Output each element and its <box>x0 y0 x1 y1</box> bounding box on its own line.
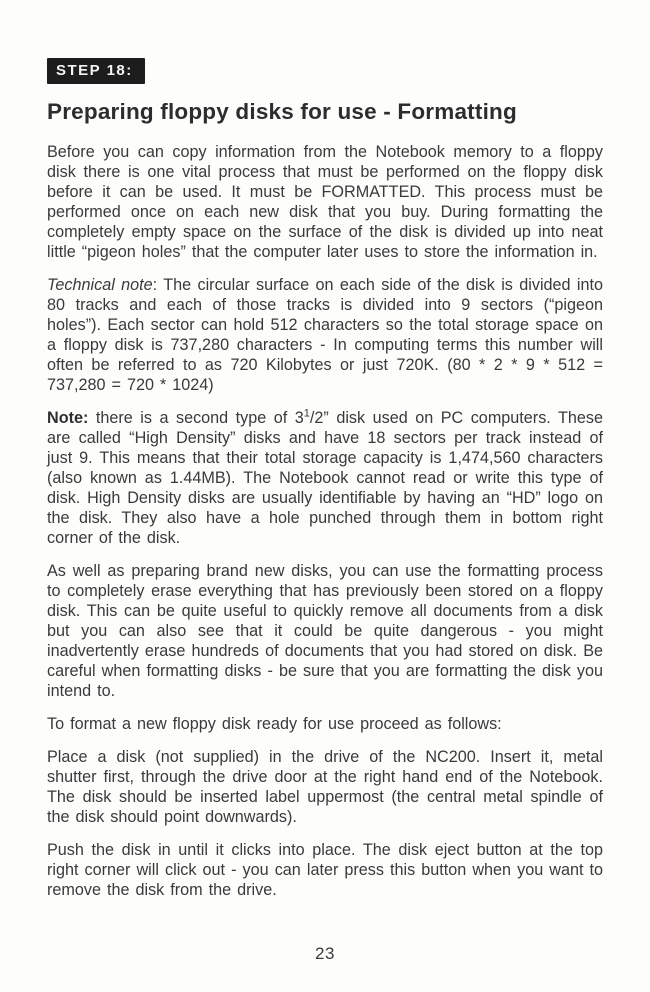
note-text-before-fraction: there is a second type of 3 <box>88 409 304 427</box>
technical-note-label: Technical note <box>47 276 153 294</box>
paragraph-format-intro: To format a new floppy disk ready for use proceed as follows: <box>47 715 502 733</box>
technical-note-body: : The circular surface on each side of the disk is divided into 80 tracks and each of those tracks is divided into 9 sectors (“pigeon holes”). Each sector can hold 512 characters so the total storage space on a floppy disk is 737,280 characters - In computing terms this number will often be referred to as 720 Kilobytes or just 720K. (80 * 2 * 9 * 512 = 737,280 = 720 * 1024) <box>47 276 604 394</box>
note-label: Note: <box>47 409 89 427</box>
step-badge: STEP 18: <box>47 58 145 84</box>
page-title: Preparing floppy disks for use - Formatting <box>47 99 517 124</box>
paragraph-technical-note <box>47 275 603 395</box>
note-text-after-fraction: /2” disk used on PC computers. These are called “High Density” disks and have 18 sectors per track instead of just 9. This means that their total storage capacity is 1,474,560 characters (also known as 1.44MB). The Notebook cannot read or write this type of disk. High Density disks are usually identifiable by having an “HD” logo on the disk. They also have a hole punched through them in bottom right corner of the disk. <box>47 409 603 547</box>
paragraph-push-disk: Push the disk in until it clicks into place. The disk eject button at the top right corner will click out - you can later press this button when you want to remove the disk from the drive. <box>47 841 603 899</box>
paragraph-insert-disk: Place a disk (not supplied) in the drive of the NC200. Insert it, metal shutter first, through the drive door at the right hand end of the Notebook. The disk should be inserted label uppermost (the central metal spindle of the disk should point downwards). <box>47 748 603 826</box>
paragraph-erase-warning: As well as preparing brand new disks, you can use the formatting process to completely erase everything that has previously been stored on a floppy disk. This can be quite useful to quickly remove all documents from a disk but you can also see that it could be quite dangerous - you might inadvertently erase hundreds of documents that you had stored on disk. Be careful when formatting disks - be sure that you are formatting the disk you intend to. <box>47 562 603 700</box>
paragraph-intro: Before you can copy information from the Notebook memory to a floppy disk there is one vital process that must be performed on the floppy disk before it can be used. It must be FORMATTED. This process must be performed once on each new disk that you buy. During formatting the completely empty space on the surface of the disk is divided up into neat little “pigeon holes” that the computer later uses to store the information in. <box>47 143 603 261</box>
paragraph-high-density-note <box>47 408 603 548</box>
page-number: 23 <box>315 944 335 963</box>
fraction-numerator: 1 <box>303 407 310 420</box>
